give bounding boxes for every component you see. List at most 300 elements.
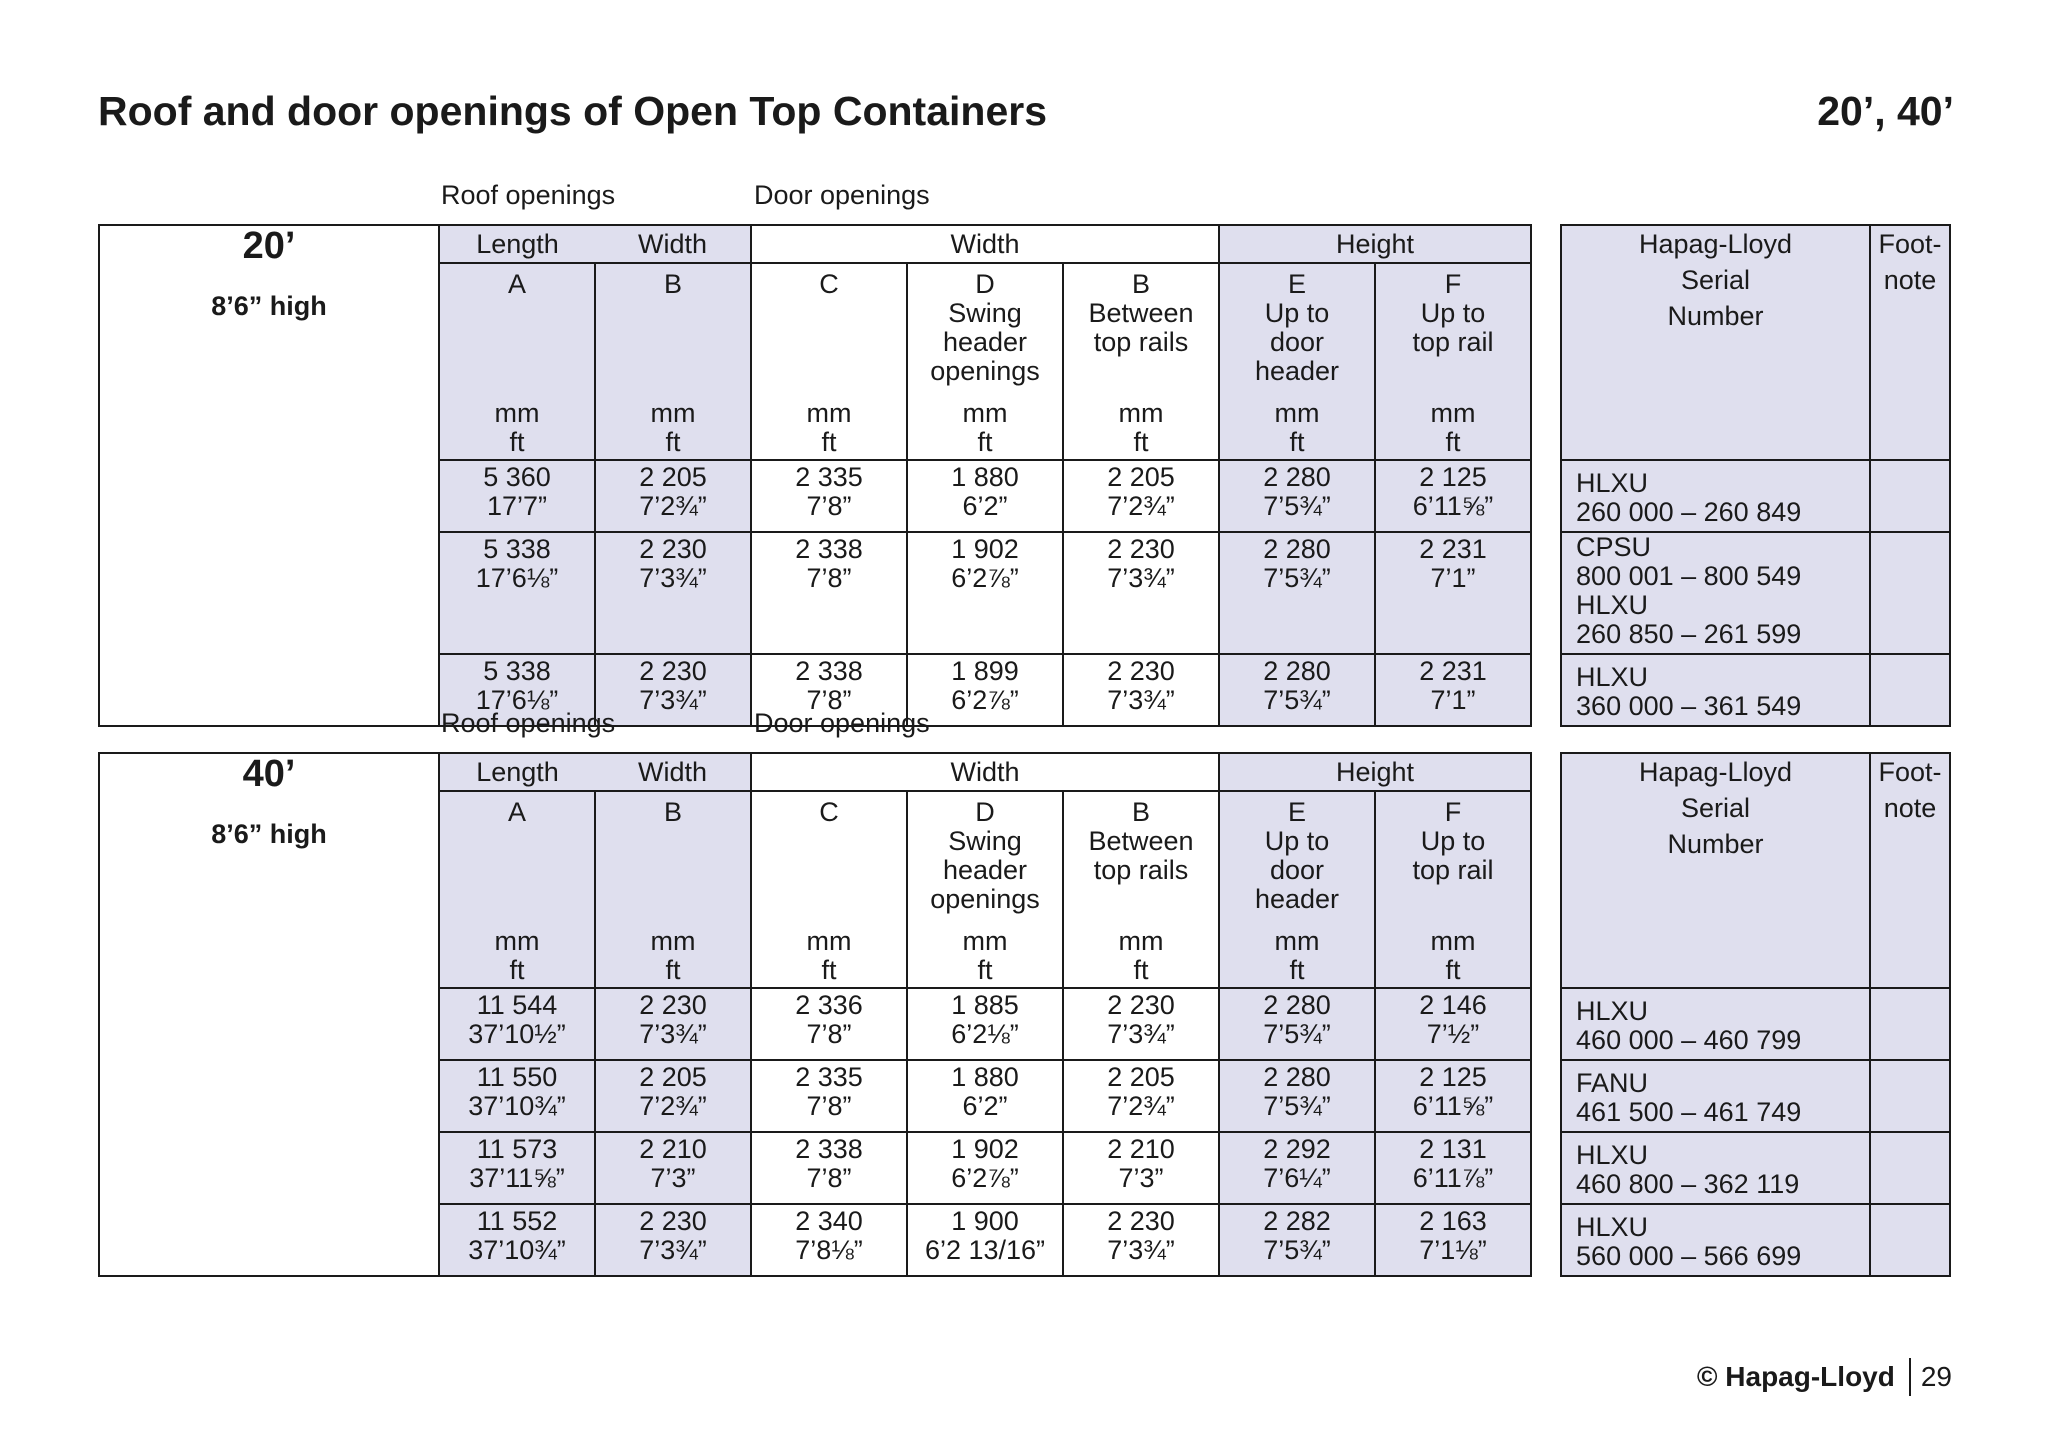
column-description: openings: [930, 884, 1040, 914]
value-ft: 7’3¾”: [1107, 1019, 1175, 1049]
unit-label: ft: [1445, 427, 1461, 457]
serial-range: 260 850 – 261 599: [1576, 619, 1802, 649]
value-cell: [751, 1132, 907, 1204]
value-mm: 2 146: [1419, 990, 1487, 1020]
value-ft: 7’3¾”: [1107, 1235, 1175, 1265]
value-ft: 7’1”: [1430, 685, 1476, 715]
unit-label: ft: [977, 427, 993, 457]
column-header-e: [1219, 263, 1375, 460]
unit-labels: [440, 399, 594, 457]
header-row: [99, 753, 1950, 791]
serial-line: [1576, 1069, 1869, 1127]
value-ft: 6’2⅛”: [951, 1019, 1019, 1049]
value-ft: 6’2”: [962, 1091, 1008, 1121]
value-ft: 37’11⅝”: [469, 1163, 565, 1193]
value-mm: 2 230: [1107, 656, 1175, 686]
serial-prefix: HLXU: [1576, 468, 1649, 498]
value-mm: 2 230: [639, 1206, 707, 1236]
value-cell: [439, 988, 595, 1060]
value-mm: 2 280: [1263, 990, 1331, 1020]
value-ft: 17’7”: [486, 491, 548, 521]
value-cell: [439, 1204, 595, 1276]
value-ft: 17’6⅛”: [475, 685, 559, 715]
serial-number-cell: [1561, 988, 1870, 1060]
value-ft: 6’11⅞”: [1412, 1163, 1494, 1193]
column-description: Between: [1088, 298, 1194, 328]
value-ft: 7’3”: [1118, 1163, 1164, 1193]
unit-labels: [1376, 399, 1530, 457]
column-letter: B: [1132, 269, 1151, 299]
value-mm: 2 210: [639, 1134, 707, 1164]
serial-prefix: FANU: [1576, 1068, 1649, 1098]
value-mm: 11 544: [476, 990, 558, 1020]
footnote-cell: [1870, 1204, 1950, 1276]
serial-prefix: HLXU: [1576, 1212, 1649, 1242]
value-cell: [751, 460, 907, 532]
value-mm: 2 292: [1263, 1134, 1331, 1164]
unit-label: mm: [1118, 926, 1164, 956]
value-mm: 11 573: [476, 1134, 558, 1164]
height-label: Height: [1336, 757, 1415, 787]
roof-width-header: [595, 753, 751, 791]
column-letter: A: [507, 797, 526, 827]
value-ft: 7’3”: [650, 1163, 696, 1193]
column-header-a: [439, 263, 595, 460]
container-size: 40’: [242, 753, 296, 795]
serial-range: 460 000 – 460 799: [1576, 1025, 1802, 1055]
value-cell: [1219, 1060, 1375, 1132]
value-mm: 2 338: [795, 1134, 863, 1164]
serial-range: 360 000 – 361 549: [1576, 691, 1802, 721]
footnote-cell: [1870, 988, 1950, 1060]
unit-labels: [752, 927, 906, 985]
footnote-header-line: note: [1883, 793, 1937, 823]
value-cell: [1063, 1132, 1219, 1204]
column-letter: C: [819, 269, 839, 299]
value-mm: 2 230: [639, 656, 707, 686]
footnote-cell: [1870, 654, 1950, 726]
column-description: Up to: [1264, 826, 1330, 856]
value-cell: [1063, 460, 1219, 532]
value-mm: 2 230: [1107, 1206, 1175, 1236]
value-ft: 6’2”: [962, 491, 1008, 521]
value-mm: 2 280: [1263, 656, 1331, 686]
unit-labels: [908, 927, 1062, 985]
serial-prefix: HLXU: [1576, 590, 1649, 620]
length-header: [439, 753, 595, 791]
value-cell: [1375, 1204, 1531, 1276]
value-cell: [1375, 988, 1531, 1060]
unit-label: ft: [509, 427, 525, 457]
page-number: 29: [1909, 1358, 1952, 1396]
column-description: top rails: [1093, 327, 1189, 357]
value-mm: 2 336: [795, 990, 863, 1020]
column-letter: B: [1132, 797, 1151, 827]
door-width-header: [751, 753, 1219, 791]
value-ft: 7’2¾”: [1107, 1091, 1175, 1121]
serial-number-cell: [1561, 460, 1870, 532]
value-ft: 7’3¾”: [639, 563, 707, 593]
serial-range: 260 000 – 260 849: [1576, 497, 1802, 527]
door-openings-label: Door openings: [754, 708, 930, 738]
value-ft: 7’3¾”: [639, 685, 707, 715]
serial-header-line: Hapag-Lloyd: [1638, 757, 1793, 787]
value-mm: 2 230: [639, 990, 707, 1020]
unit-labels: [440, 927, 594, 985]
value-mm: 5 338: [483, 656, 551, 686]
column-description: header: [942, 855, 1028, 885]
column-header-c: [751, 791, 907, 988]
container-size-cell: [99, 753, 439, 1276]
column-letter: A: [507, 269, 526, 299]
column-header-b: [1063, 263, 1219, 460]
value-ft: 7’2¾”: [1107, 491, 1175, 521]
value-cell: [907, 988, 1063, 1060]
value-ft: 7’2¾”: [639, 491, 707, 521]
value-ft: 7’3¾”: [639, 1019, 707, 1049]
unit-labels: [752, 399, 906, 457]
column-letter: E: [1288, 269, 1307, 299]
value-ft: 7’3¾”: [639, 1235, 707, 1265]
column-letter: E: [1288, 797, 1307, 827]
footnote-header-line: Foot-: [1878, 229, 1942, 259]
value-cell: [751, 988, 907, 1060]
unit-label: mm: [1430, 398, 1476, 428]
serial-range: 461 500 – 461 749: [1576, 1097, 1802, 1127]
unit-label: mm: [494, 926, 540, 956]
value-mm: 2 163: [1419, 1206, 1487, 1236]
unit-label: ft: [665, 427, 681, 457]
value-cell: [751, 532, 907, 654]
footnote-header-line: note: [1883, 265, 1937, 295]
unit-label: ft: [1445, 955, 1461, 985]
column-header-e: [1219, 791, 1375, 988]
column-header-d: [907, 791, 1063, 988]
value-mm: 5 360: [483, 462, 551, 492]
value-cell: [595, 1132, 751, 1204]
container-size-cell: [99, 225, 439, 726]
column-header-c: [751, 263, 907, 460]
door-height-header: [1219, 753, 1531, 791]
column-letter: C: [819, 797, 839, 827]
serial-line: [1576, 1213, 1869, 1271]
footnote-header-line: Foot-: [1878, 757, 1942, 787]
value-cell: [1063, 532, 1219, 654]
value-ft: 7’1⅛”: [1419, 1235, 1487, 1265]
column-description: Between: [1088, 826, 1194, 856]
serial-prefix: HLXU: [1576, 1140, 1649, 1170]
unit-label: mm: [1274, 926, 1320, 956]
width-label: Width: [950, 757, 1020, 787]
value-ft: 6’2⅞”: [951, 685, 1019, 715]
serial-line: [1576, 1141, 1869, 1199]
serial-header-line: Number: [1667, 829, 1764, 859]
value-cell: [1063, 1060, 1219, 1132]
footer-brand: © Hapag-Lloyd: [1696, 1361, 1895, 1392]
value-ft: 7’8⅛”: [795, 1235, 863, 1265]
serial-line: [1576, 469, 1869, 527]
unit-label: ft: [977, 955, 993, 985]
column-header-f: [1375, 791, 1531, 988]
value-mm: 2 338: [795, 534, 863, 564]
column-description: openings: [930, 356, 1040, 386]
unit-label: mm: [962, 926, 1008, 956]
width-label: Width: [637, 229, 708, 259]
serial-number-cell: [1561, 1204, 1870, 1276]
value-ft: 7’3¾”: [1107, 685, 1175, 715]
container-sizes: 20’, 40’: [1817, 88, 1954, 134]
value-ft: 6’2 13/16”: [924, 1235, 1046, 1265]
serial-number-cell: [1561, 654, 1870, 726]
column-description: header: [1254, 356, 1340, 386]
value-mm: 2 335: [795, 1062, 863, 1092]
door-openings-label: Door openings: [754, 180, 930, 210]
column-header-b: [1063, 791, 1219, 988]
column-description: top rail: [1412, 855, 1494, 885]
value-cell: [595, 460, 751, 532]
column-description: door: [1269, 855, 1325, 885]
unit-label: mm: [650, 398, 696, 428]
value-mm: 2 280: [1263, 462, 1331, 492]
value-cell: [907, 460, 1063, 532]
serial-line: [1576, 663, 1869, 721]
roof-width-header: [595, 225, 751, 263]
unit-label: ft: [1289, 955, 1305, 985]
value-mm: 2 231: [1419, 656, 1487, 686]
unit-label: ft: [1133, 955, 1149, 985]
column-letter: D: [975, 797, 995, 827]
length-label: Length: [476, 229, 559, 259]
value-cell: [1375, 1060, 1531, 1132]
value-mm: 2 335: [795, 462, 863, 492]
column-letter: F: [1444, 269, 1462, 299]
unit-label: ft: [1133, 427, 1149, 457]
unit-labels: [1064, 927, 1218, 985]
value-mm: 2 230: [639, 534, 707, 564]
unit-labels: [596, 399, 750, 457]
value-ft: 6’2⅞”: [951, 563, 1019, 593]
serial-number-header: [1561, 225, 1870, 460]
value-mm: 2 338: [795, 656, 863, 686]
value-ft: 37’10¾”: [468, 1235, 566, 1265]
value-ft: 7’5¾”: [1263, 1235, 1331, 1265]
column-description: Swing: [948, 298, 1022, 328]
value-mm: 2 125: [1419, 462, 1487, 492]
value-ft: 6’11⅝”: [1412, 1091, 1494, 1121]
container-height: 8’6” high: [211, 291, 327, 321]
length-label: Length: [476, 757, 559, 787]
serial-number-header: [1561, 753, 1870, 988]
serial-range: 560 000 – 566 699: [1576, 1241, 1802, 1271]
value-cell: [595, 532, 751, 654]
value-cell: [907, 1132, 1063, 1204]
page-title: Roof and door openings of Open Top Containers: [98, 88, 1048, 134]
value-cell: [595, 654, 751, 726]
footnote-cell: [1870, 1060, 1950, 1132]
value-ft: 7’6¼”: [1263, 1163, 1331, 1193]
value-ft: 7’8”: [806, 563, 852, 593]
unit-label: ft: [509, 955, 525, 985]
serial-prefix: HLXU: [1576, 996, 1649, 1026]
serial-header-line: Serial: [1681, 793, 1751, 823]
door-height-header: [1219, 225, 1531, 263]
value-ft: 7’8”: [806, 491, 852, 521]
gap-cell: [1531, 225, 1561, 726]
value-mm: 2 131: [1419, 1134, 1487, 1164]
value-mm: 1 880: [951, 462, 1019, 492]
value-ft: 7’8”: [806, 1019, 852, 1049]
value-cell: [1063, 1204, 1219, 1276]
unit-label: mm: [1430, 926, 1476, 956]
serial-header-line: Serial: [1681, 265, 1751, 295]
column-description: header: [1254, 884, 1340, 914]
footnote-cell: [1870, 460, 1950, 532]
column-header-b: [595, 263, 751, 460]
roof-openings-label: Roof openings: [441, 708, 616, 738]
column-header-f: [1375, 263, 1531, 460]
footnote-header: [1870, 753, 1950, 988]
value-ft: 37’10¾”: [468, 1091, 566, 1121]
column-letter: B: [663, 269, 682, 299]
page-footer: [1697, 1358, 1952, 1396]
value-cell: [1063, 988, 1219, 1060]
value-mm: 1 885: [951, 990, 1019, 1020]
value-cell: [907, 532, 1063, 654]
value-cell: [1219, 460, 1375, 532]
unit-label: ft: [665, 955, 681, 985]
value-cell: [1219, 1132, 1375, 1204]
value-mm: 2 280: [1263, 534, 1331, 564]
value-ft: 7’3¾”: [1107, 563, 1175, 593]
value-mm: 2 205: [1107, 1062, 1175, 1092]
roof-openings-label: Roof openings: [441, 180, 616, 210]
dimensions-table: [98, 752, 1951, 1277]
column-description: Up to: [1420, 298, 1486, 328]
column-description: Up to: [1264, 298, 1330, 328]
value-cell: [1219, 1204, 1375, 1276]
unit-labels: [1220, 399, 1374, 457]
value-mm: 1 902: [951, 1134, 1019, 1164]
value-ft: 7’2¾”: [639, 1091, 707, 1121]
serial-range: 800 001 – 800 549: [1576, 561, 1802, 591]
value-ft: 7’8”: [806, 1091, 852, 1121]
column-description: top rails: [1093, 855, 1189, 885]
unit-label: ft: [1289, 427, 1305, 457]
column-description: door: [1269, 327, 1325, 357]
value-cell: [751, 1204, 907, 1276]
unit-label: mm: [806, 398, 852, 428]
serial-header-line: Hapag-Lloyd: [1638, 229, 1793, 259]
value-mm: 2 205: [639, 1062, 707, 1092]
value-cell: [907, 1060, 1063, 1132]
column-letter: B: [663, 797, 682, 827]
column-header-a: [439, 791, 595, 988]
column-header-d: [907, 263, 1063, 460]
value-mm: 11 552: [476, 1206, 558, 1236]
width-label: Width: [950, 229, 1020, 259]
dimensions-table: [98, 224, 1951, 727]
column-letter: F: [1444, 797, 1462, 827]
value-ft: 6’2⅞”: [951, 1163, 1019, 1193]
value-mm: 1 899: [951, 656, 1019, 686]
unit-label: mm: [650, 926, 696, 956]
value-ft: 7’½”: [1426, 1019, 1480, 1049]
column-description: header: [942, 327, 1028, 357]
value-ft: 7’5¾”: [1263, 685, 1331, 715]
value-mm: 2 210: [1107, 1134, 1175, 1164]
serial-number-cell: [1561, 532, 1870, 654]
value-ft: 7’8”: [806, 1163, 852, 1193]
value-cell: [1375, 654, 1531, 726]
value-mm: 2 231: [1419, 534, 1487, 564]
value-mm: 2 230: [1107, 534, 1175, 564]
value-cell: [1375, 532, 1531, 654]
value-mm: 2 340: [795, 1206, 863, 1236]
serial-header-line: Number: [1667, 301, 1764, 331]
unit-label: mm: [962, 398, 1008, 428]
value-cell: [439, 1132, 595, 1204]
serial-number-cell: [1561, 1132, 1870, 1204]
value-mm: 2 280: [1263, 1062, 1331, 1092]
serial-number-cell: [1561, 1060, 1870, 1132]
value-ft: 7’5¾”: [1263, 491, 1331, 521]
value-cell: [1375, 1132, 1531, 1204]
value-cell: [1219, 654, 1375, 726]
value-ft: 7’5¾”: [1263, 1091, 1331, 1121]
unit-labels: [1376, 927, 1530, 985]
column-description: Up to: [1420, 826, 1486, 856]
unit-label: ft: [821, 955, 837, 985]
value-cell: [595, 1204, 751, 1276]
footnote-cell: [1870, 1132, 1950, 1204]
unit-label: mm: [1274, 398, 1320, 428]
unit-label: mm: [494, 398, 540, 428]
value-mm: 2 125: [1419, 1062, 1487, 1092]
value-ft: 7’8”: [806, 685, 852, 715]
value-cell: [751, 1060, 907, 1132]
value-mm: 1 880: [951, 1062, 1019, 1092]
value-cell: [1063, 654, 1219, 726]
value-mm: 1 900: [951, 1206, 1019, 1236]
value-ft: 17’6⅛”: [475, 563, 559, 593]
unit-label: mm: [806, 926, 852, 956]
value-ft: 6’11⅝”: [1412, 491, 1494, 521]
length-header: [439, 225, 595, 263]
serial-prefix: HLXU: [1576, 662, 1649, 692]
container-height: 8’6” high: [211, 819, 327, 849]
column-header-b: [595, 791, 751, 988]
value-mm: 5 338: [483, 534, 551, 564]
unit-labels: [1220, 927, 1374, 985]
width-label: Width: [637, 757, 708, 787]
unit-label: mm: [1118, 398, 1164, 428]
unit-label: ft: [821, 427, 837, 457]
value-ft: 37’10½”: [468, 1019, 566, 1049]
serial-range: 460 800 – 362 119: [1576, 1169, 1800, 1199]
value-mm: 2 205: [1107, 462, 1175, 492]
value-ft: 7’1”: [1430, 563, 1476, 593]
door-width-header: [751, 225, 1219, 263]
value-mm: 11 550: [476, 1062, 558, 1092]
value-cell: [439, 532, 595, 654]
value-cell: [595, 988, 751, 1060]
value-cell: [1219, 988, 1375, 1060]
unit-labels: [1064, 399, 1218, 457]
serial-line: [1576, 591, 1869, 649]
value-mm: 2 230: [1107, 990, 1175, 1020]
unit-labels: [908, 399, 1062, 457]
value-cell: [1219, 532, 1375, 654]
